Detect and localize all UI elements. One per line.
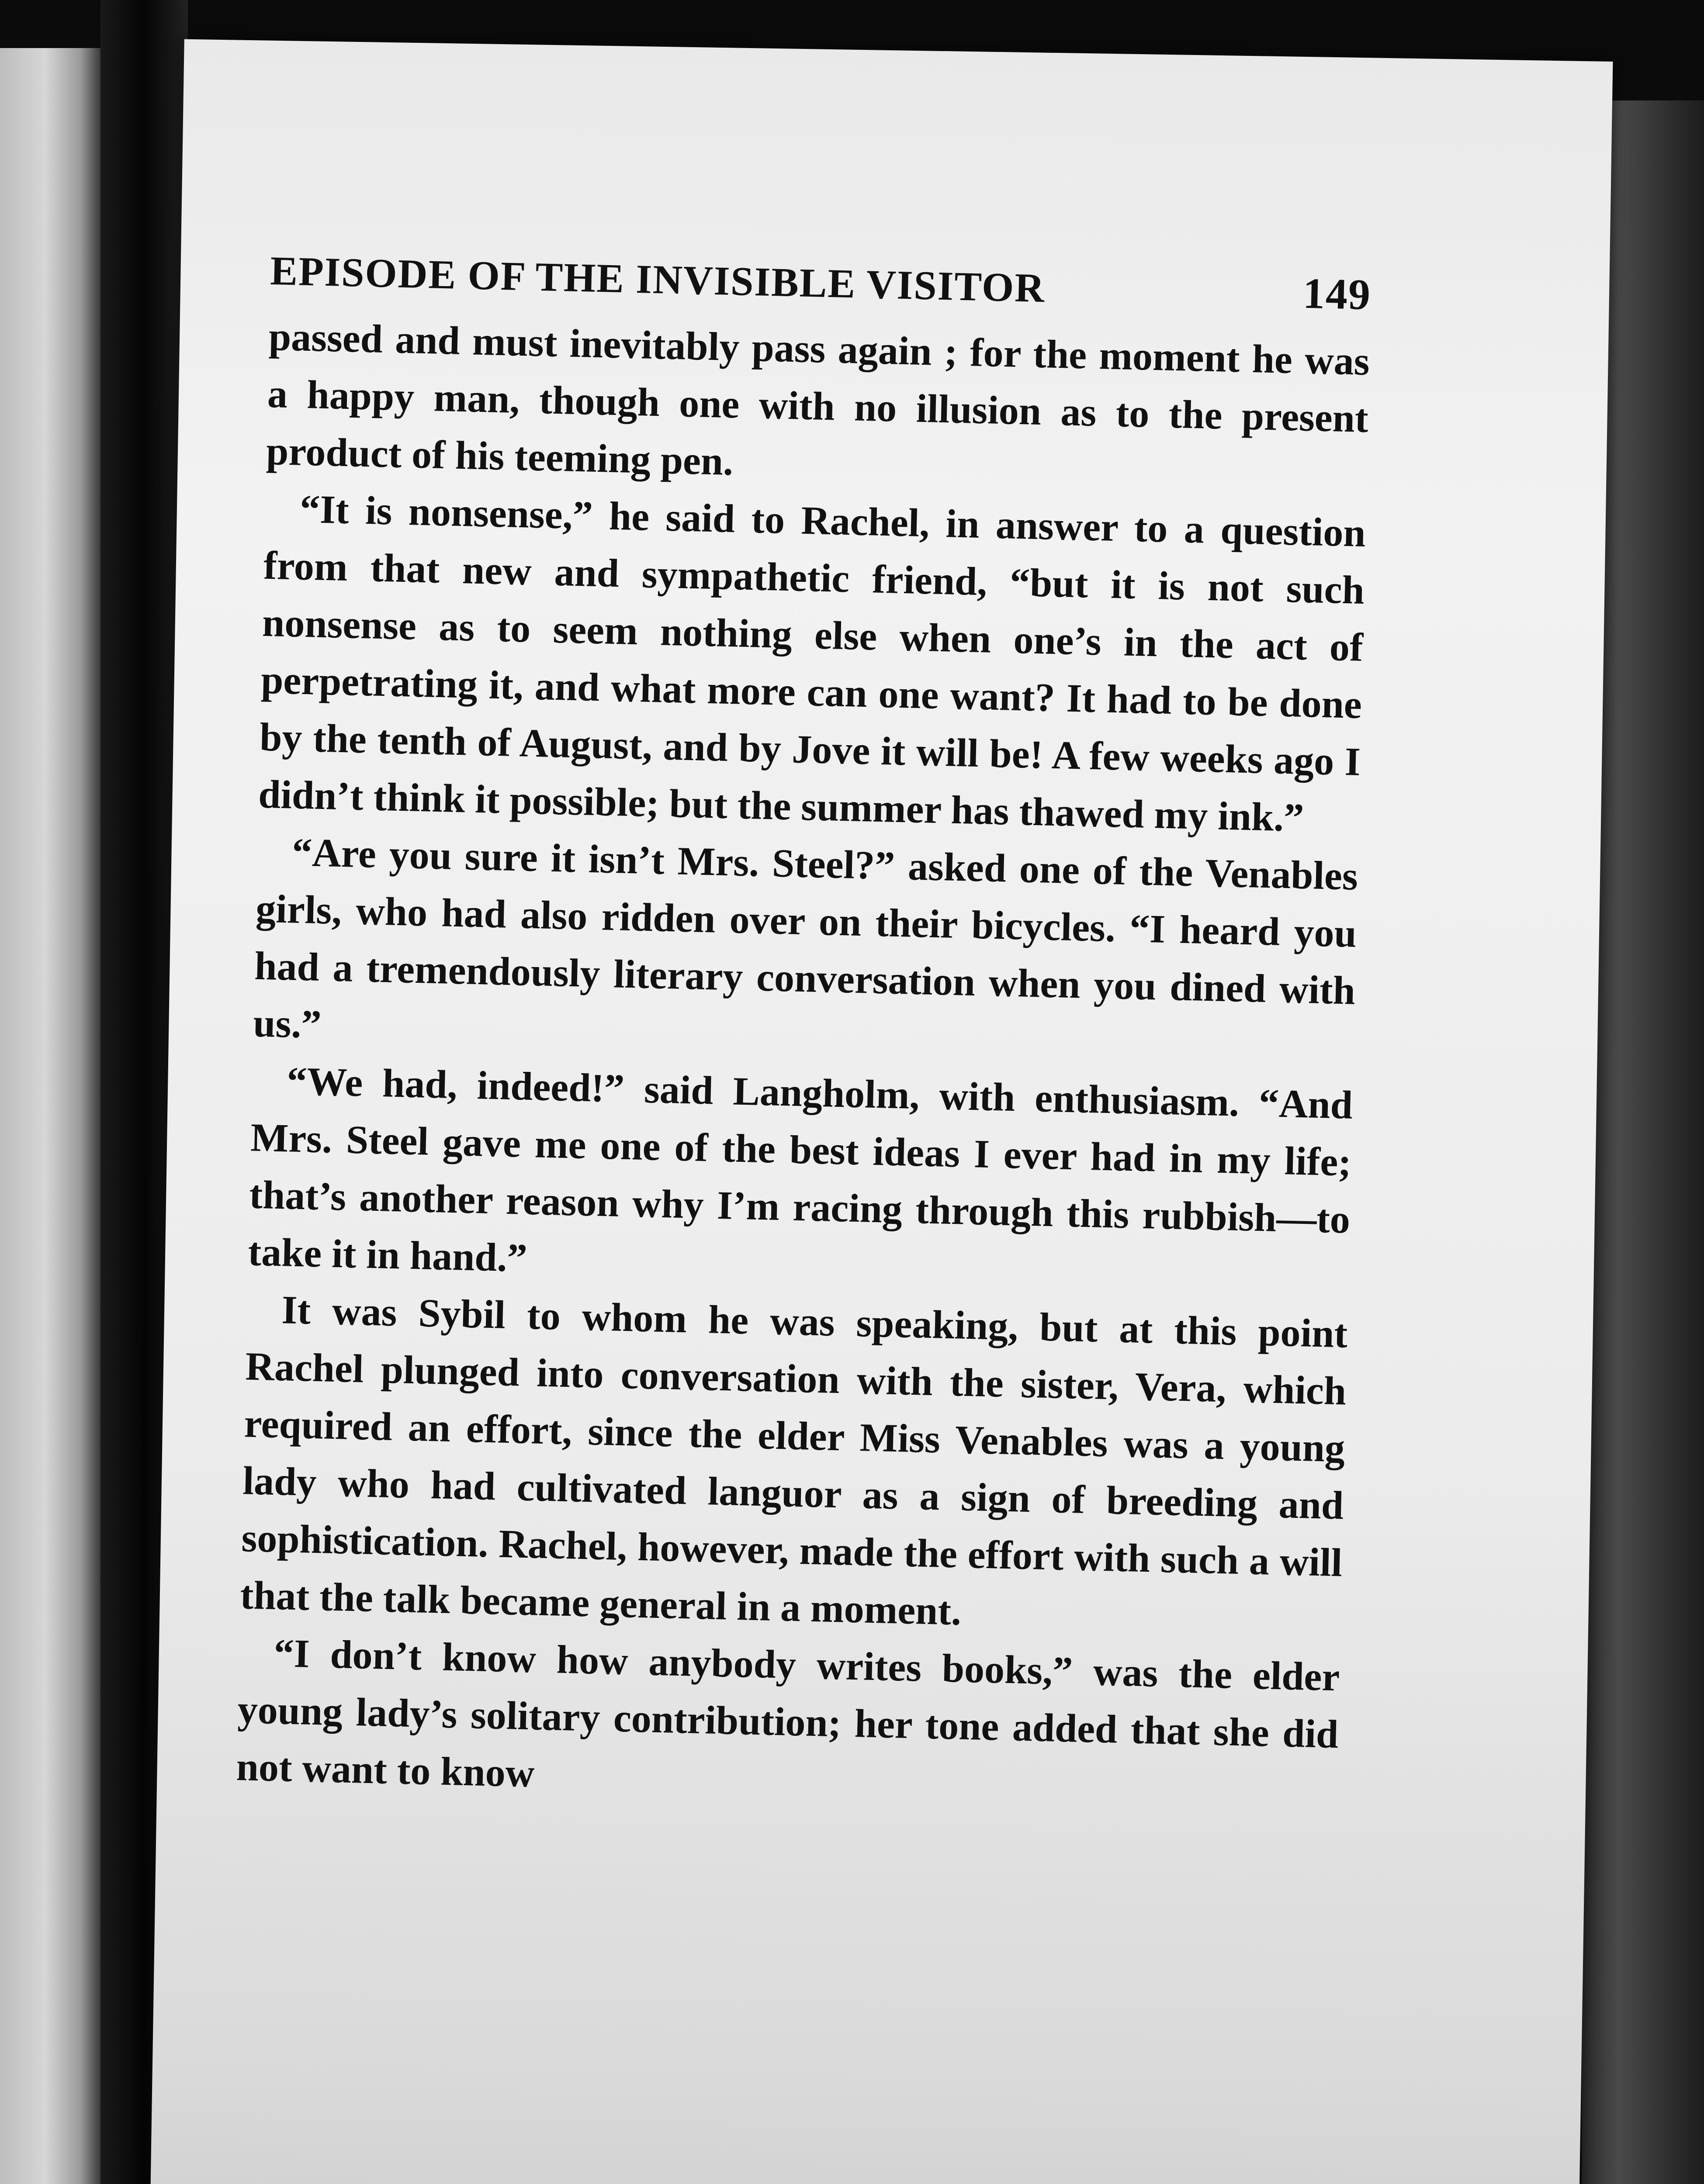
page-number: 149 [1302, 269, 1372, 319]
page-text-block [236, 245, 1372, 1820]
paragraph: “I don’t know how anybody writes books,” was the elder young lady’s solitary contribution; her tone added that she did not want to know [236, 1630, 1340, 1796]
paragraph: passed and must inevitably pass again ; for the moment he was a happy man, though one with no illusion as to the present product of his teeming pen. [266, 314, 1370, 484]
paragraph: “Are you sure it isn’t Mrs. Steel?” asked one of the Venables girls, who had also ridden over on their bicycles. “I heard you had a tremendously literary conversation when you dined with us.” [253, 829, 1358, 1047]
running-head: EPISODE OF THE INVISIBLE VISITOR [270, 248, 1046, 311]
paragraph: “It is nonsense,” he said to Rachel, in answer to a question from that new and sympathetic friend, “but it is not such nonsense as to seem nothing else when one’s in the act of perpetrating it, and what more can one want? It had to be done by the tenth of August, and by Jove it will be! A few weeks ago I didn’t think it possible; but the summer has thawed my ink.” [258, 486, 1366, 840]
page-body [236, 308, 1370, 1820]
previous-page-edge [0, 48, 100, 2184]
paragraph: It was Sybil to whom he was speaking, but at this point Rachel plunged into conversation with the sister, Vera, which required an effort, since the elder Miss Venables was a young lady who had cultivated languor as a sign of breeding and sophistication. Rachel, however, made the effort with such a will that the talk became general in a moment. [239, 1287, 1348, 1634]
paragraph: “We had, indeed!” said Langholm, with enthusiasm. “And Mrs. Steel gave me one of the best ideas I ever had in my life; that’s another reason why I’m racing through this rubbish—to take it in hand.” [247, 1058, 1354, 1280]
